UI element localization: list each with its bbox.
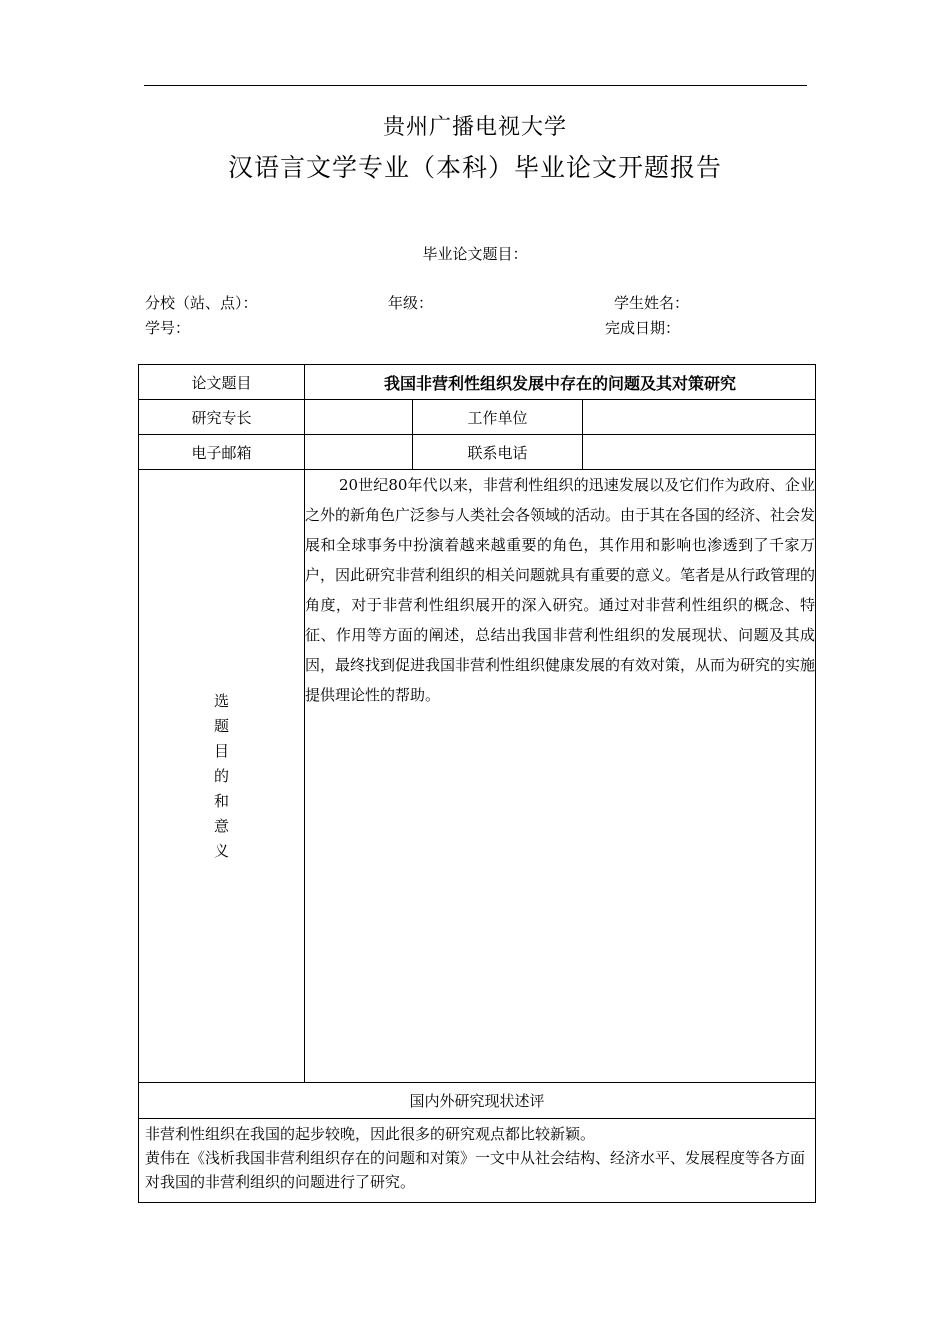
purpose-label-char: 义 <box>213 841 229 860</box>
topic-value: 我国非营利性组织发展中存在的问题及其对策研究 <box>305 365 816 400</box>
purpose-label-char: 目 <box>213 741 229 760</box>
university-name: 贵州广播电视大学 <box>382 115 567 140</box>
student-id-label: 学号： <box>145 319 191 337</box>
contact-row <box>139 435 816 470</box>
purpose-label <box>139 470 305 1083</box>
top-rule <box>144 85 807 86</box>
work-unit-value <box>583 400 816 435</box>
thesis-subject-label: 毕业论文题目： <box>422 245 528 263</box>
phone-value <box>583 435 816 470</box>
report-title: 汉语言文学专业（本科）毕业论文开题报告 <box>227 153 722 182</box>
purpose-label-char: 意 <box>213 816 229 835</box>
review-heading: 国内外研究现状述评 <box>139 1083 816 1119</box>
purpose-label-char: 的 <box>213 766 229 785</box>
review-paragraph: 黄伟在《浅析我国非营利组织存在的问题和对策》一文中从社会结构、经济水平、发展程度等各方面对我国的非营利组织的问题进行了研究。 <box>145 1149 806 1191</box>
branch-label: 分校（站、点）： <box>145 294 258 312</box>
phone-label: 联系电话 <box>413 435 583 470</box>
purpose-row <box>139 470 816 1083</box>
review-heading-row <box>139 1083 816 1119</box>
review-paragraph: 非营利性组织在我国的起步较晚，因此很多的研究观点都比较新颖。 <box>145 1125 596 1143</box>
grade-label: 年级： <box>388 294 434 312</box>
specialty-label: 研究专长 <box>139 400 305 435</box>
specialty-value <box>305 400 413 435</box>
purpose-label-char: 和 <box>213 791 229 810</box>
review-content <box>139 1119 816 1203</box>
review-content-row <box>139 1119 816 1203</box>
purpose-label-char: 选 <box>213 691 229 710</box>
specialty-row <box>139 400 816 435</box>
email-label: 电子邮箱 <box>139 435 305 470</box>
topic-row <box>139 365 816 400</box>
topic-label: 论文题目 <box>139 365 305 400</box>
proposal-table <box>138 364 816 1203</box>
completion-date-label: 完成日期： <box>605 319 681 337</box>
purpose-label-char: 题 <box>213 716 229 735</box>
email-value <box>305 435 413 470</box>
work-unit-label: 工作单位 <box>413 400 583 435</box>
student-name-label: 学生姓名： <box>614 294 690 312</box>
purpose-text: 20世纪80年代以来，非营利性组织的迅速发展以及它们作为政府、企业之外的新角色广泛参与人类社会各领域的活动。由于其在各国的经济、社会发展和全球事务中扮演着越来越重要的角色，其作用和影响也渗透到了千家万户，因此研究非营利组织的相关问题就具有重要的意义。笔者是从行政管理的角度，对于非营利性组织展开的深入研究。通过对非营利性组织的概念、特征、作用等方面的阐述，总结出我国非营利性组织的发展现状、问题及其成因，最终找到促进我国非营利性组织健康发展的有效对策，从而为研究的实施提供理论性的帮助。 <box>305 470 816 1083</box>
